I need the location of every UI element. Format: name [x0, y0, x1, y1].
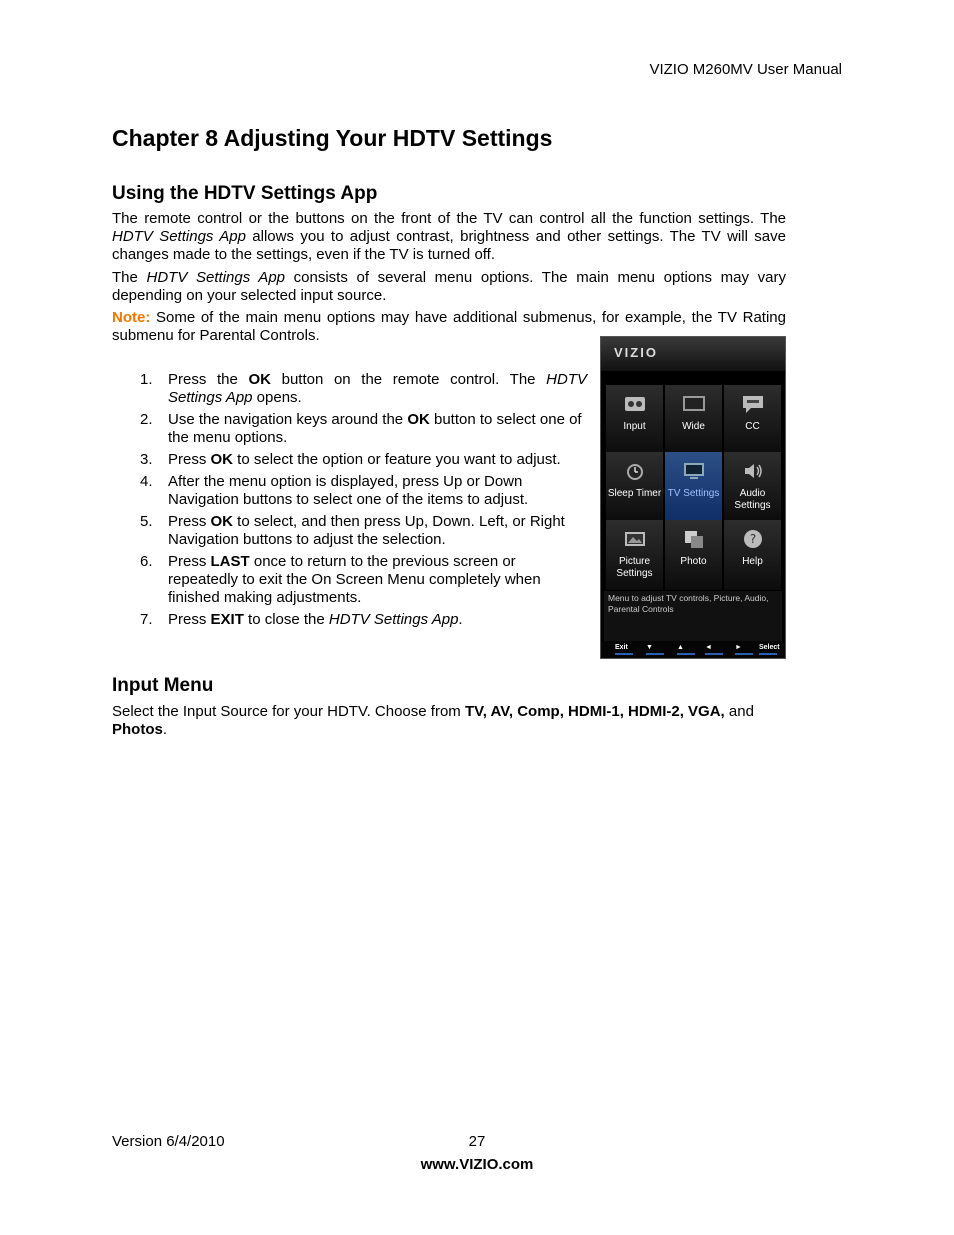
tv-menu-item-audio-settings[interactable]: Audio Settings [724, 452, 781, 522]
up-button[interactable]: ▲ [677, 644, 684, 651]
help-icon [741, 528, 765, 550]
manual-title: VIZIO M260MV User Manual [649, 61, 842, 78]
right-button[interactable]: ► [735, 644, 742, 651]
list-item: 1. Press the OK button on the remote control. The HDTV Settings App opens. [140, 371, 587, 406]
list-item: 7. Press EXIT to close the HDTV Settings App. [140, 611, 463, 628]
tv-menu-item-photo[interactable]: Photo [665, 520, 722, 590]
steps-list [112, 371, 587, 633]
list-item: 4. After the menu option is displayed, press Up or Down Navigation buttons to select one of the items to adjust. [140, 473, 529, 508]
list-item: 6. Press LAST once to return to the previous screen or repeatedly to exit the On Screen Menu completely when finished making adjustments. [140, 553, 541, 606]
down-button[interactable]: ▼ [646, 644, 653, 651]
tv-menu-grid [606, 385, 781, 590]
version-text: Version 6/4/2010 [112, 1133, 225, 1150]
tv-menu-screenshot [600, 336, 786, 659]
tv-menu-header [601, 337, 785, 371]
tv-menu-item-sleep-timer[interactable]: Sleep Timer [606, 452, 663, 522]
list-item: 3. Press OK to select the option or feature you want to adjust. [140, 451, 561, 468]
list-item: 2. Use the navigation keys around the OK button to select one of the menu options. [140, 411, 582, 446]
input-icon [623, 393, 647, 415]
tv-menu-item-input[interactable]: Input [606, 385, 663, 455]
exit-button[interactable]: Exit [615, 644, 628, 651]
cc-icon [741, 393, 765, 415]
wide-icon [682, 393, 706, 415]
sleep-timer-icon [623, 460, 647, 482]
tv-menu-item-cc[interactable]: CC [724, 385, 781, 455]
note-label: Note: [112, 309, 151, 326]
section-heading-hdtv-settings: Using the HDTV Settings App [112, 183, 378, 204]
menu-options-paragraph: The HDTV Settings App consists of several menu options. The main menu options may vary depending on your selected input source. [112, 269, 787, 304]
select-button[interactable]: Select [759, 644, 780, 651]
tv-menu-item-picture-settings[interactable]: Picture Settings [606, 520, 663, 590]
tv-menu-button-bar [601, 641, 785, 659]
tv-menu-description: Menu to adjust TV controls, Picture, Audio, Parental Controls [604, 591, 782, 645]
input-menu-paragraph: Select the Input Source for your HDTV. Choose from TV, AV, Comp, HDMI-1, HDMI-2, VGA, and Photos. [112, 703, 754, 738]
footer-url: www.VIZIO.com [420, 1156, 534, 1173]
picture-icon [623, 528, 647, 550]
vizio-logo: VIZIO [614, 345, 658, 360]
list-item: 5. Press OK to select, and then press Up, Down. Left, or Right Navigation buttons to adjust the selection. [140, 513, 565, 548]
tv-menu-item-tv-settings[interactable]: TV Settings [665, 452, 722, 522]
left-button[interactable]: ◄ [705, 644, 712, 651]
note-paragraph: Note: Some of the main menu options may have additional submenus, for example, the TV Rating submenu for Parental Controls. [112, 309, 786, 344]
intro-paragraph: The remote control or the buttons on the front of the TV can control all the function settings. The HDTV Settings App allows you to adjust contrast, brightness and other settings. The TV will save changes made to the settings, even if the TV is turned off. [112, 210, 786, 263]
tv-menu-item-help[interactable]: ? Help [724, 520, 781, 590]
page-number: 27 [468, 1133, 486, 1150]
audio-icon [741, 460, 765, 482]
svg-text:?: ? [749, 532, 757, 546]
section-heading-input-menu: Input Menu [112, 675, 214, 696]
chapter-title: Chapter 8 Adjusting Your HDTV Settings [112, 125, 553, 151]
photo-icon [682, 528, 706, 550]
tv-settings-icon [682, 460, 706, 482]
tv-menu-item-wide[interactable]: Wide [665, 385, 722, 455]
